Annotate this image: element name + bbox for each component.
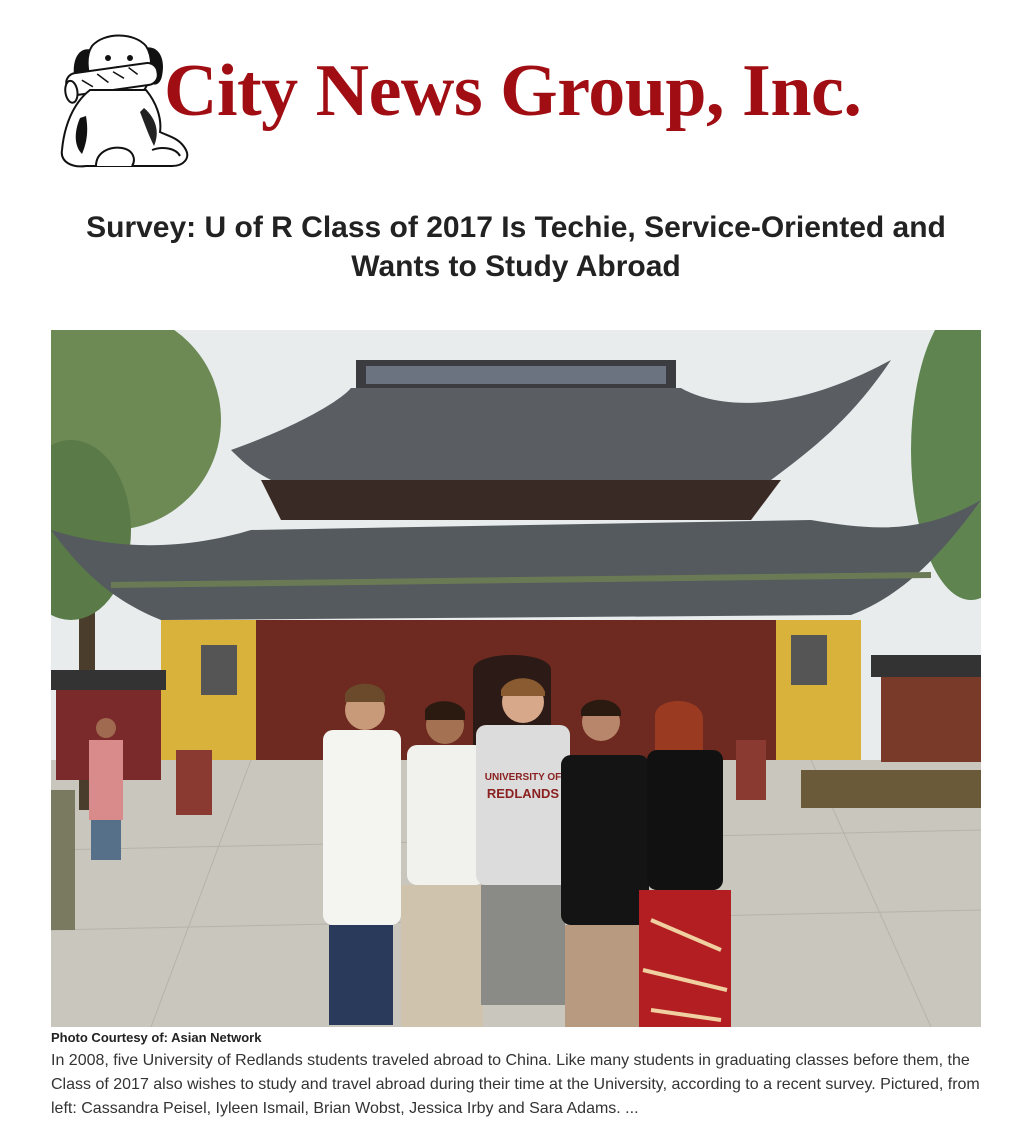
brand-name[interactable]: City News Group, Inc.	[164, 50, 862, 132]
article-headline: Survey: U of R Class of 2017 Is Techie, Service-Oriented and Wants to Study Abroad	[86, 211, 946, 283]
masthead	[52, 28, 982, 174]
photo-caption: In 2008, five University of Redlands students traveled abroad to China. Like many students in graduating classes before them, the Class of 2017 also wishes to study and travel abroad during their time at the University, according to a recent survey. Pictured, from left: Cassandra Peisel, Iyleen Ismail, Brian Wobst, Jessica Irby and Sara Adams. ...	[51, 1052, 980, 1117]
temple-photo	[51, 330, 981, 1027]
shirt-text-2: REDLANDS	[486, 786, 560, 801]
photo-credit: Photo Courtesy of: Asian Network	[51, 1030, 262, 1045]
article-photo	[51, 330, 981, 1027]
shirt-text-1: UNIVERSITY OF	[484, 772, 562, 783]
